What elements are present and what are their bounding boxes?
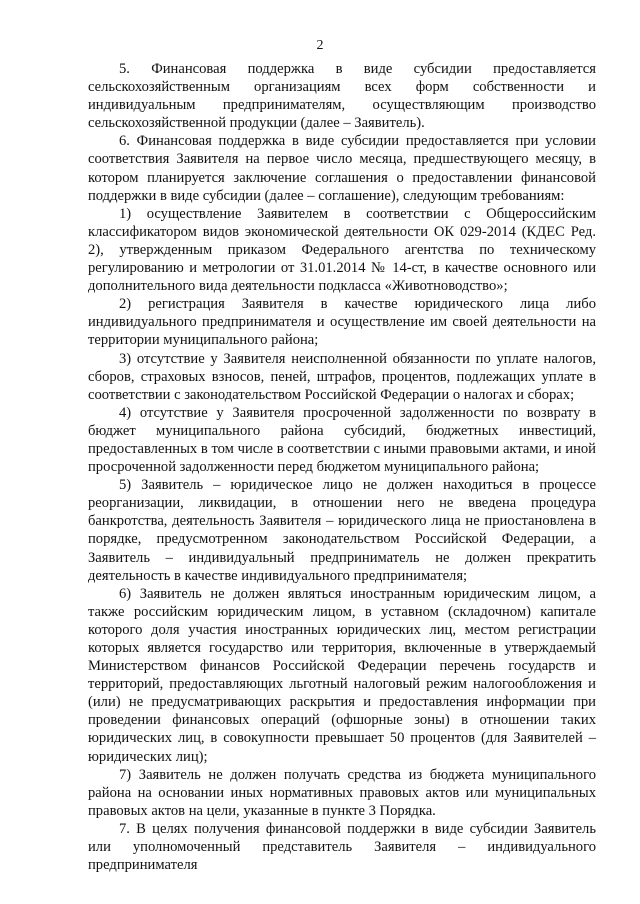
paragraph-clause-6: 6. Финансовая поддержка в виде субсидии предоставляется при условии соответствия Заявителя на первое число месяца, предшествующего месяцу, в котором планируется заключение соглашения о предоставлении финансовой поддержки в виде субсидии (далее – соглашение), следующим требованиям: <box>88 133 596 204</box>
paragraph-clause-5: 5. Финансовая поддержка в виде субсидии предоставляется сельскохозяйственным организациям всех форм собственности и индивидуальным предпринимателям, осуществляющим производство сельскохозяйственной продукции (далее – Заявитель). <box>88 61 596 132</box>
page-number: 2 <box>316 38 324 53</box>
paragraph-requirement-1: 1) осуществление Заявителем в соответствии с Общероссийским классификатором видов экономической деятельности ОК 029-2014 (КДЕС Ред. 2), утвержденным приказом Федерального агентства по техническому регулированию и метрологии от 31.01.2014 № 14-ст, в качестве основного или дополнительного вида деятельности подкласса «Животноводство»; <box>88 205 596 295</box>
paragraph-requirement-7: 7) Заявитель не должен получать средства из бюджета муниципального района на основании иных нормативных правовых актов или муниципальных правовых актов на цели, указанные в пункте 3 Порядка. <box>88 766 596 819</box>
paragraph-requirement-5: 5) Заявитель – юридическое лицо не должен находиться в процессе реорганизации, ликвидации, в отношении него не введена процедура банкротства, деятельность Заявителя – юридического лица не приостановлена в порядке, предусмотренном законодательством Российской Федерации, а Заявитель – индивидуальный предприниматель не должен прекратить деятельность в качестве индивидуального предпринимателя; <box>88 477 596 584</box>
paragraph-requirement-6: 6) Заявитель не должен являться иностранным юридическим лицом, а также российским юридическим лицом, в уставном (складочном) капитале которого доля участия иностранных юридических лиц, местом регистрации которых является государство или территория, включенные в утверждаемый Министерством финансов Российской Федерации перечень государств и территорий, предоставляющих льготный налоговый режим налогообложения и (или) не предусматривающих раскрытия и предоставления информации при проведении финансовых операций (офшорные зоны) в отношении таких юридических лиц, в совокупности превышает 50 процентов (для Заявителей – юридических лиц); <box>88 585 596 765</box>
document-body <box>88 60 596 874</box>
paragraph-requirement-3: 3) отсутствие у Заявителя неисполненной обязанности по уплате налогов, сборов, страховых взносов, пеней, штрафов, процентов, подлежащих уплате в соответствии с законодательством Российской Федерации о налогах и сборах; <box>88 350 596 403</box>
paragraph-requirement-2: 2) регистрация Заявителя в качестве юридического лица либо индивидуального предпринимателя и осуществление им своей деятельности на территории муниципального района; <box>88 296 596 349</box>
paragraph-requirement-4: 4) отсутствие у Заявителя просроченной задолженности по возврату в бюджет муниципального района субсидий, бюджетных инвестиций, предоставленных в том числе в соответствии с иными правовыми актами, и иной просроченной задолженности перед бюджетом муниципального района; <box>88 404 596 476</box>
paragraph-clause-7: 7. В целях получения финансовой поддержки в виде субсидии Заявитель или уполномоченный представитель Заявителя – индивидуального предпринимателя <box>88 820 596 874</box>
